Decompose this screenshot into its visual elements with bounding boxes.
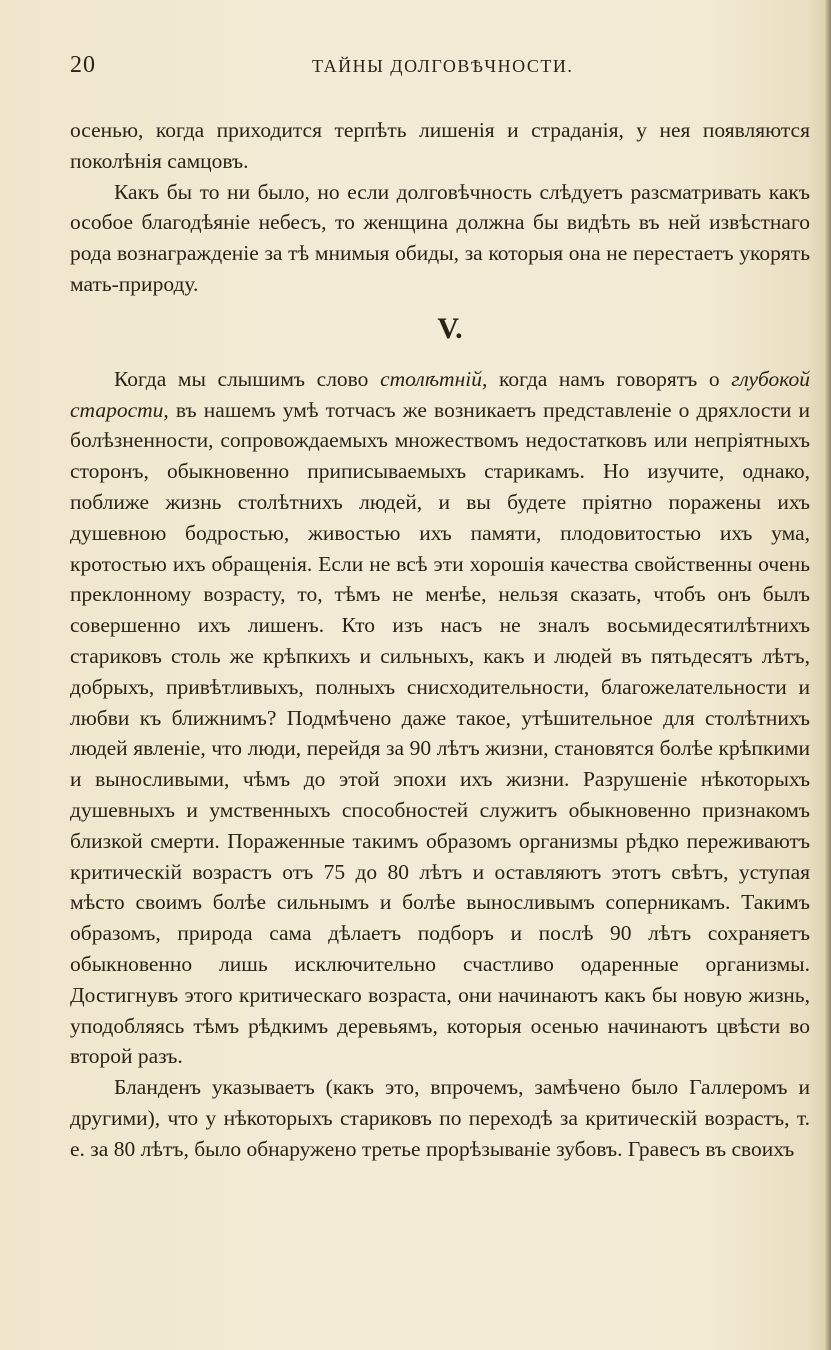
paragraph: Какъ бы то ни было, но если долговѣчность слѣдуетъ разсматривать какъ особое благодѣяніе небесъ, то женщина должна бы видѣть въ ней извѣстнаго рода вознагражденіе за тѣ мнимыя обиды, за которыя она не перестаетъ укорять мать-природу.: [70, 179, 810, 296]
text-run: въ нашемъ умѣ тотчасъ же возникаетъ представленіе о дряхлости и болѣзненности, сопровождаемыхъ множествомъ недостатковъ или непріятныхъ сторонъ, обыкновенно приписываемыхъ старикамъ. Но изучите, однако, поближе жизнь столѣтнихъ людей, и вы будете пріятно поражены ихъ душевною бодростью, живостью ихъ памяти, плодовитостью ихъ ума, кротостью ихъ обращенія. Если не всѣ эти хорошія качества свойственны очень преклонному возрасту, то, тѣмъ не менѣе, нельзя сказать, чтобъ онъ былъ совершенно ихъ лишенъ. Кто изъ насъ не зналъ восьмидесятилѣтнихъ стариковъ столь же крѣпкихъ и сильныхъ, какъ и людей въ пятьдесятъ лѣтъ, добрыхъ, привѣтливыхъ, полныхъ снисходительности, благожелательности и любви къ ближнимъ? Подмѣчено даже такое, утѣшительное для столѣтнихъ людей явленіе, что люди, перейдя за 90 лѣтъ жизни, становятся болѣе крѣпкими и выносливыми, чѣмъ до этой эпохи ихъ жизни. Разрушеніе нѣкоторыхъ душевныхъ и умственныхъ способностей служитъ обыкновенно признакомъ близкой смерти. Пораженные такимъ образомъ организмы рѣдко переживаютъ критическій возрастъ отъ 75 до 80 лѣтъ и оставляютъ этотъ свѣтъ, уступая мѣсто своимъ болѣе сильнымъ и болѣе выносливымъ соперникамъ. Такимъ образомъ, природа сама дѣлаетъ подборъ и послѣ 90 лѣтъ сохраняетъ обыкновенно лишь исключительно счастливо одаренные организмы. Достигнувъ этого критическаго возраста, они начинаютъ какъ бы новую жизнь, уподобляясь тѣмъ рѣдкимъ деревьямъ, которыя осенью начинаютъ цвѣсти во второй разъ.: [70, 397, 810, 1069]
text-run: когда намъ говорятъ о: [487, 366, 732, 391]
section-number: V.: [437, 311, 463, 345]
paragraph: [70, 364, 810, 1072]
running-title: ТАЙНЫ ДОЛГОВѢЧНОСТИ.: [312, 56, 574, 76]
page-edge: [825, 0, 831, 1350]
italic-term: столѣтній,: [380, 366, 488, 391]
page-number: 20: [70, 52, 96, 78]
text-run: Когда мы слышимъ слово: [114, 366, 381, 391]
paragraph: Бланденъ указываетъ (какъ это, впрочемъ, замѣчено было Галлеромъ и другими), что у нѣкоторыхъ стариковъ по переходѣ за критическій возрастъ, т. е. за 80 лѣтъ, было обнаружено третье прорѣзываніе зубовъ. Гравесъ въ своихъ: [70, 1075, 810, 1161]
main-text: [70, 115, 810, 1165]
italic-term: глубокой старости,: [70, 366, 811, 422]
section-gap: [70, 354, 810, 364]
paragraph-continuation: осенью, когда приходится терпѣть лишенія и страданія, у нея появляются поколѣнія самцовъ.: [70, 118, 810, 173]
